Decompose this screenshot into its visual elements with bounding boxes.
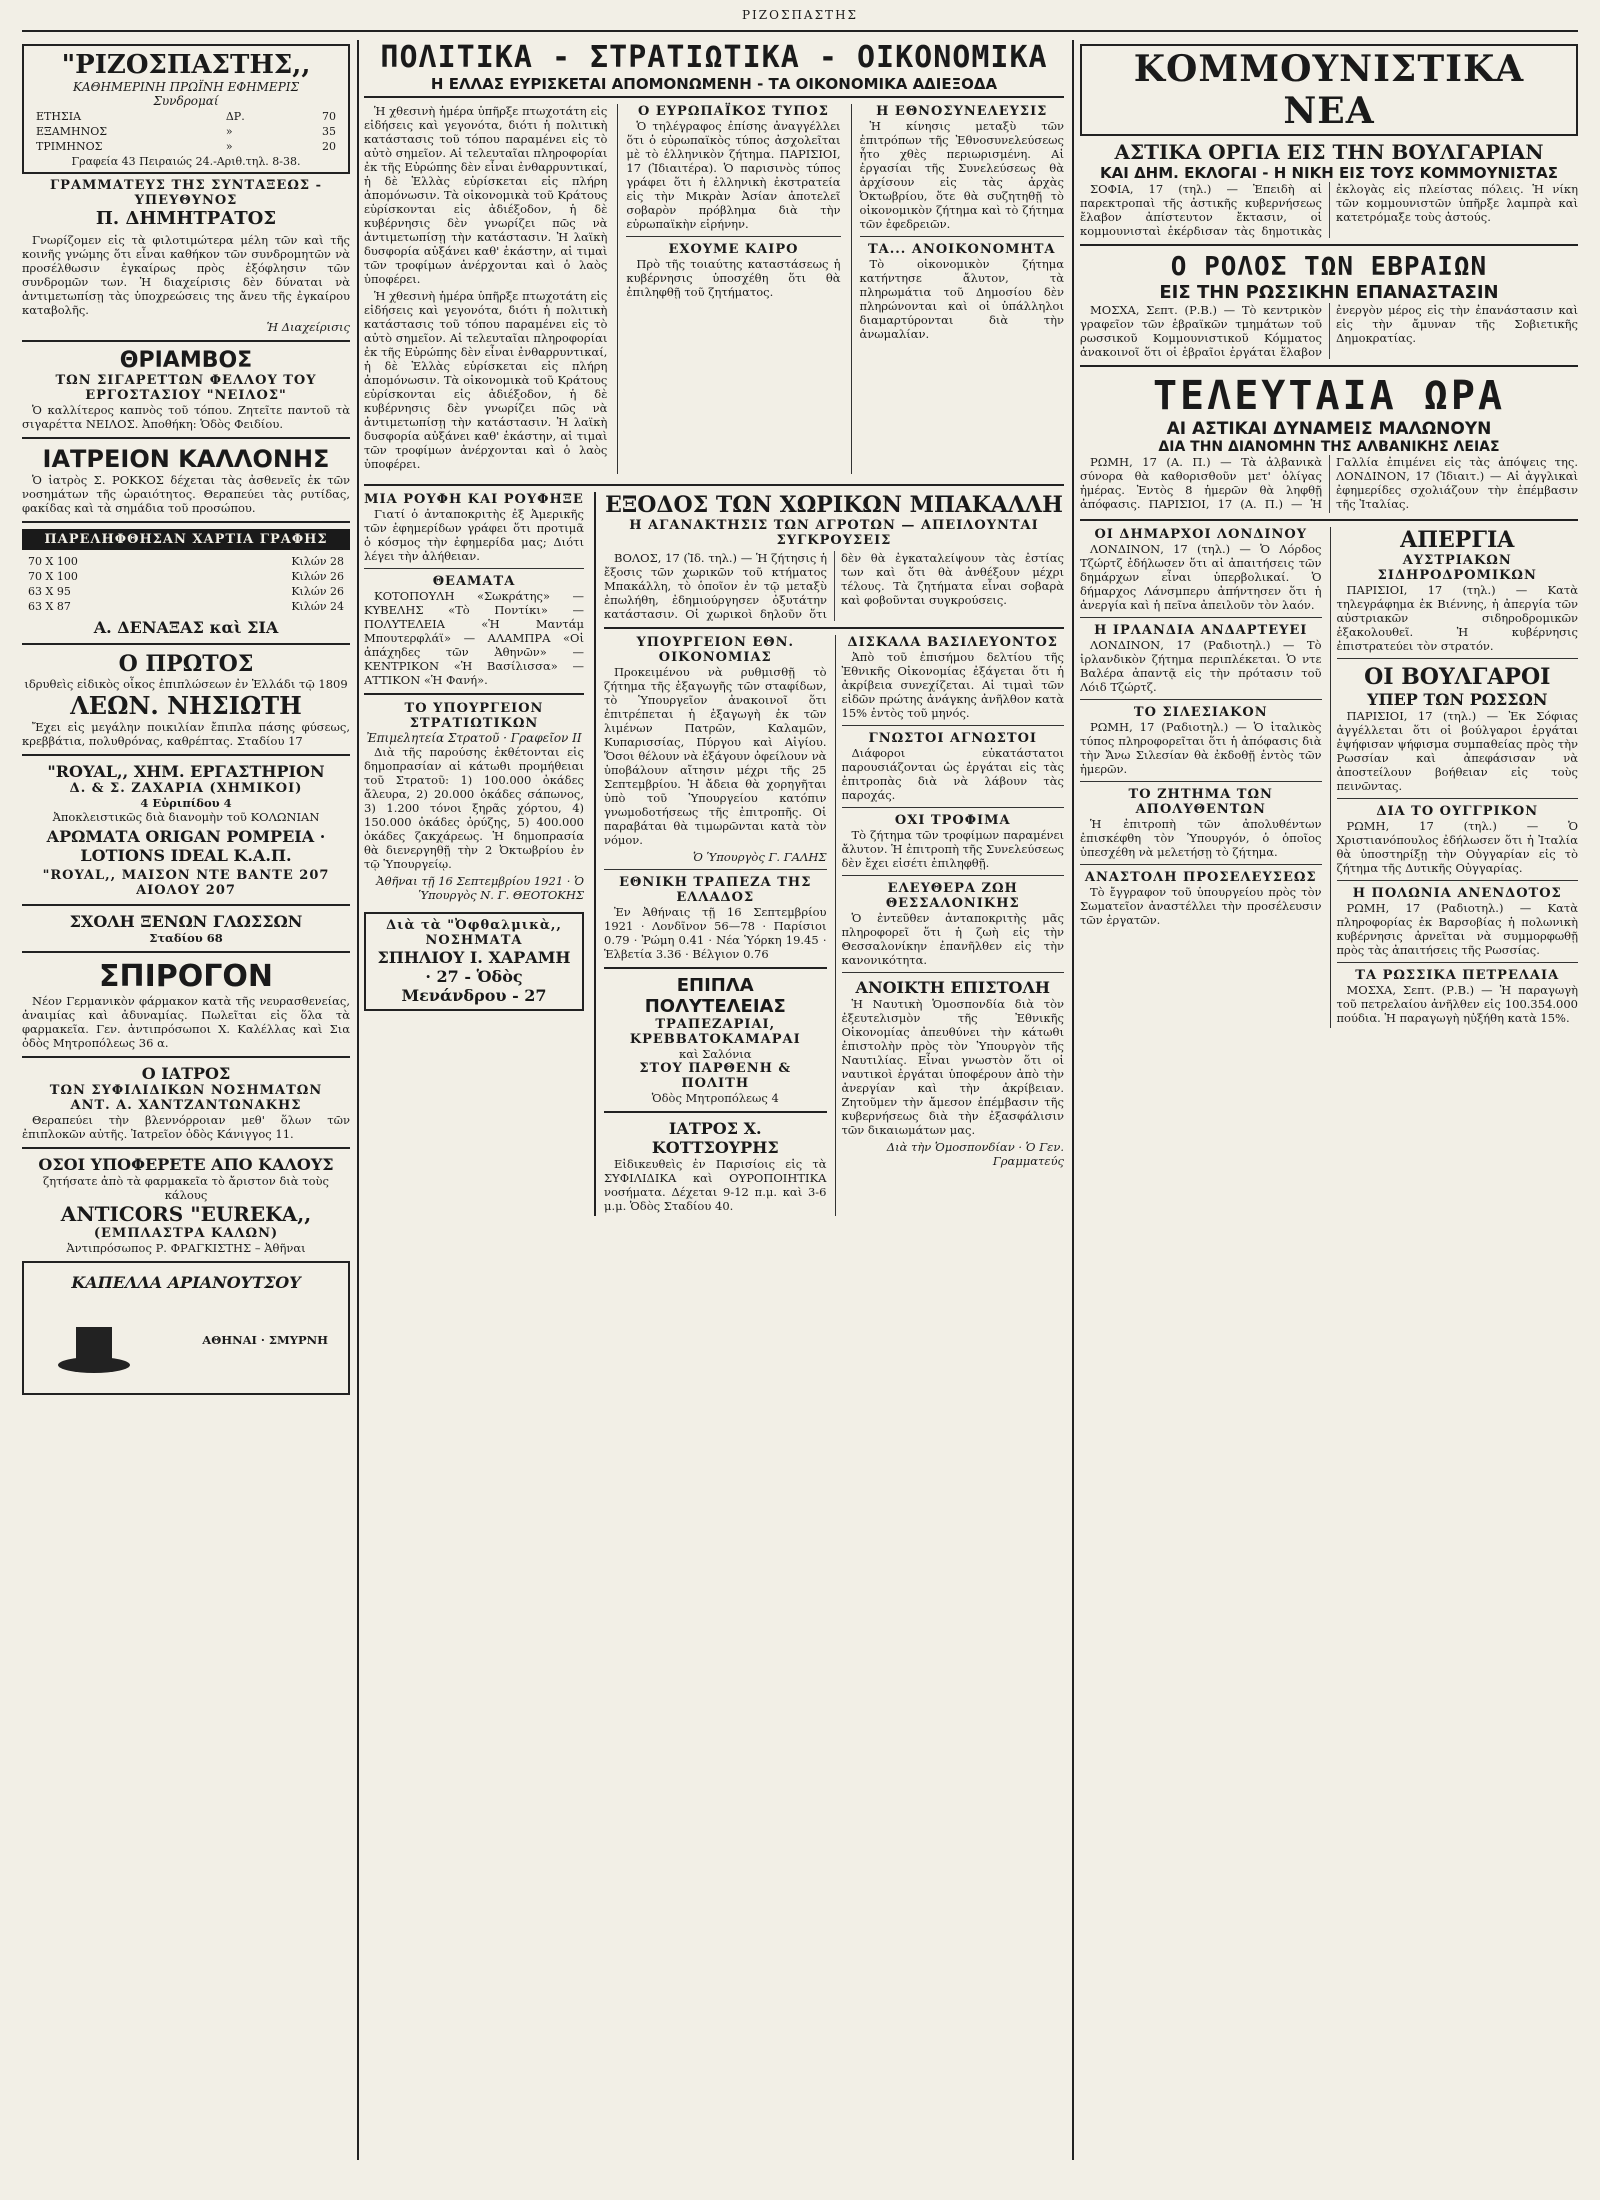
jew-text: ΜΟΣΧΑ, Σεπτ. (Ρ.Β.) — Τὸ κεντρικὸν γραφεῖον τῶν ἑβραϊκῶν τμημάτων τοῦ ρωσσικοῦ Κομμουνιστικοῦ Κόμματος ἀνακοινοῖ ὅτι οἱ ἑβραῖοι ἐργάται ἔλαβον ἐνεργὸν μέρος εἰς τὴν ἐπανάστασιν καὶ εἰς τὴν ἄμυναν τῆς Σοβιετικῆς Δημοκρατίας. [1080, 303, 1578, 359]
ad-doctor-sub: ΤΩΝ ΣΥΦΙΛΙΔΙΚΩΝ ΝΟΣΗΜΑΤΩΝ [49, 1083, 323, 1098]
editor-name: Π. ΔΗΜΗΤΡΑΤΟΣ [95, 208, 277, 229]
ad-corns-text: ζητήσατε ἀπὸ τὰ φαρμακεῖα τὸ ἄριστον διὰ τοὺς κάλους [43, 1174, 329, 1202]
masthead-title: "ΡΙΖΟΣΠΑΣΤΗΣ,, [61, 50, 311, 80]
subscription-row-cell: » [225, 125, 233, 138]
bulg-deck: ΚΑΙ ΔΗΜ. ΕΚΛΟΓΑΙ - Η ΝΙΚΗ ΕΙΣ ΤΟΥΣ ΚΟΜΜΟΥΝΙΣΤΑΣ [1100, 164, 1558, 182]
irish-title: Η ΙΡΛΑΝΔΙΑ ΑΝΔΑΡΤΕΥΕΙ [1094, 622, 1308, 638]
bulg-title: ΑΣΤΙΚΑ ΟΡΓΙΑ ΕΙΣ ΤΗΝ ΒΟΥΛΓΑΡΙΑΝ [1114, 140, 1544, 164]
subscription-row [32, 140, 340, 153]
admin-sign: Ἡ Διαχείρισις [266, 320, 350, 334]
decree-text: Διὰ τῆς παρούσης ἐκθέτονται εἰς δημοπρασίαν αἱ κάτωθι προμήθειαι τοῦ Στρατοῦ: 1) 100.000 ὀκάδες ἄλευρα, 2) 20.000 ὀκάδες σάπωνος, 3) 1.200 τόνοι ξηρᾶς χόρτου, 4) 150.000 ὀκάδες ὀρύζης, 5) 400.000 ὀκάδες ζακχάρεως. Ἡ δημοπρασία θὰ διενεργηθῇ τὴν 2 Ὀκτωβρίου ἐν τῷ Ὑπουργείῳ. [364, 745, 584, 871]
last-hour-title: ΤΕΛΕΥΤΑΙΑ ΩΡΑ [1152, 373, 1506, 419]
ad-doctor-name: ΑΝΤ. Α. ΧΑΝΤΖΑΝΤΩΝΑΚΗΣ [70, 1098, 302, 1113]
ad-first-name: ΛΕΩΝ. ΝΗΣΙΩΤΗ [70, 691, 302, 720]
ad-doctor-title: Ο ΙΑΤΡΟΣ [141, 1064, 231, 1083]
letter-sign: Διὰ τὴν Ὁμοσπονδίαν · Ὁ Γεν. Γραμματεύς [886, 1140, 1064, 1168]
ad-paper-foot: Α. ΔΕΝΑΞΑΣ καὶ ΣΙΑ [93, 618, 279, 637]
sil-title: ΤΟ ΣΙΛΕΣΙΑΚΟΝ [1133, 704, 1268, 720]
anoik-text: Τὸ οἰκονομικὸν ζήτημα κατήντησε ἄλυτον, τὰ πληρωμάτια τοῦ Δημοσίου δὲν πληρώνονται καὶ οἱ ὑπάλληλοι διαμαρτύρονται διὰ τὴν ἀνωμαλίαν. [859, 257, 1064, 341]
unemp-title: ΤΟ ΖΗΤΗΜΑ ΤΩΝ ΑΠΟΛΥΘΕΝΤΩΝ [1128, 786, 1273, 817]
last-deck2: ΔΙΑ ΤΗΝ ΔΙΑΝΟΜΗΝ ΤΗΣ ΑΛΒΑΝΙΚΗΣ ΛΕΙΑΣ [1158, 439, 1500, 455]
column-rule [1072, 40, 1074, 2160]
hun-text: ΡΩΜΗ, 17 (τηλ.) — Ὁ Χριστιανόπουλος ἐδήλωσεν ὅτι ἡ Ἰταλία θὰ ὑποστηρίξῃ τὴν Οὐγγαρίαν εἰς τὸ ζήτημα τῆς Δυτικῆς Οὐγγαρίας. [1336, 818, 1578, 875]
paper-row-cell: Κιλών 24 [291, 600, 344, 613]
oil-title: ΤΑ ΡΩΣΣΙΚΑ ΠΕΤΡΕΛΑΙΑ [1355, 967, 1560, 983]
fin-text: Προκειμένου νὰ ρυθμισθῇ τὸ ζήτημα τῆς ἐξαγωγῆς τῶν σταφίδων, τὸ Ὑπουργεῖον ἀνακοινοῖ ὅτι ἐπιτρέπεται ἡ ἐξαγωγὴ ἐκ τῶν λιμένων Πατρῶν, Καλαμῶν, Κυπαρισσίας, Πύργου καὶ Αἰγίου. Ὅσοι θέλουν νὰ ἐξάγουν ὀφείλουν νὰ ὑποβάλουν αἴτησιν μέχρι τῆς 25 Σεπτεμβρίου. Ἡ ἄδεια θὰ χορηγῆται ὑπὸ τοῦ Ὑπουργείου κατόπιν γνωμοδοτήσεως τῆς ἐπιτροπῆς. Οἱ παραβάται θὰ τιμωρῶνται κατὰ τὸν νόμον. [604, 665, 827, 847]
food-title: ΟΧΙ ΤΡΟΦΙΜΑ [894, 813, 1011, 828]
theatre-title: ΘΕΑΜΑΤΑ [432, 574, 516, 589]
ad-school-addr: Σταδίου 68 [149, 931, 223, 945]
politics-deck: Η ΕΛΛΑΣ ΕΥΡΙΣΚΕΤΑΙ ΑΠΟΜΟΝΩΜΕΝΗ - ΤΑ ΟΙΚΟΝΟΜΙΚΑ ΑΔΙΕΞΟΔΑ [364, 75, 1064, 98]
ethno-title: Η ΕΘΝΟΣΥΝΕΛΕΥΣΙΣ [876, 104, 1048, 119]
fin-title: ΥΠΟΥΡΓΕΙΟΝ ΕΘΝ. ΟΙΚΟΝΟΜΙΑΣ [636, 635, 795, 665]
subscription-row-cell: 70 [322, 110, 336, 123]
press-text: Ὁ τηλέγραφος ἐπίσης ἀναγγέλλει ὅτι ὁ εὐρωπαϊκὸς τύπος ἀσχολεῖται μὲ τὸ ἑλληνικὸν ζήτημα. ΠΑΡΙΣΙΟΙ, 17 (Ἰδιαιτέρα). Ὁ παρισινὸς τύπος γράφει ὅτι ἡ ἑλληνικὴ ἐκστρατεία εἰς τὴν Μικρὰν Ἀσίαν ἀποτελεῖ σοβαρὸν πρόβλημα διὰ τὴν εὐρωπαϊκὴν εἰρήνην. [626, 119, 841, 231]
subscription-row-cell: ΕΤΗΣΙΑ [36, 110, 82, 123]
ad-corns-brand: ANTICORS "EUREKA,, [60, 1202, 312, 1226]
kairo-title: ΕΧΟΥΜΕ ΚΑΙΡΟ [668, 242, 799, 257]
bank-title: ΕΘΝΙΚΗ ΤΡΑΠΕΖΑ ΤΗΣ ΕΛΛΑΔΟΣ [619, 875, 812, 905]
ad-hats-text: ΑΘΗΝΑΙ · ΣΜΥΡΝΗ [202, 1333, 328, 1347]
anoik-title: ΤΑ... ΑΝΟΙΚΟΝΟΜΗΤΑ [868, 242, 1056, 257]
sil-text: ΡΩΜΗ, 17 (Ραδιοτηλ.) — Ὁ ἰταλικὸς τύπος πληροφορεῖται ὅτι ἡ ἀπόφασις διὰ τὴν Ἄνω Σιλεσίαν θὰ ἐκδοθῇ ἐντὸς τῶν ἡμερῶν. [1080, 719, 1322, 776]
top-strip: ΡΙΖΟΣΠΑΣΤΗΣ [22, 8, 1578, 32]
ad-corns-title: ΟΣΟΙ ΥΠΟΦΕΡΕΤΕ ΑΠΟ ΚΑΛΟΥΣ [38, 1155, 334, 1174]
column-right [1080, 40, 1578, 2160]
decree-title: ΤΟ ΥΠΟΥΡΓΕΙΟΝ ΣΤΡΑΤΙΩΤΙΚΩΝ [404, 701, 544, 731]
briefs-title: ΜΙΑ ΡΟΥΦΗ ΚΑΙ ΡΟΥΦΗΞΕ [364, 492, 584, 507]
press-title: Ο ΕΥΡΩΠΑΪΚΟΣ ΤΥΠΟΣ [638, 104, 829, 119]
ad-royal-brands: ΑΡΩΜΑΤΑ ORIGAN POMPEIA · LOTIONS IDEAL K.A.Π. [46, 827, 326, 865]
exodus-text: ΒΟΛΟΣ, 17 (Ἰδ. τηλ.) — Ἡ ζήτησις ἡ ἔξοσις τῶν χωρικῶν τοῦ κτήματος Μπακάλλη, τὸ ὁποῖον ἐν τῷ μεταξὺ ἐπωλήθη, ἐδημιούργησεν ὀξυτάτην κατάστασιν. Οἱ χωρικοὶ δηλοῦν ὅτι δὲν θὰ ἐγκαταλείψουν τὰς ἐστίας των καὶ ὅτι θὰ ἀνθέξουν μέχρι τέλους. Τὰ ζητήματα εἶναι σοβαρὰ καὶ φοβοῦνται συγκρούσεις. [604, 551, 1064, 621]
gnost-text: Διάφοροι εὐκατάστατοι παρουσιάζονται ὡς ἐργάται εἰς τὰς ἐπιτροπὰς διὰ νὰ λάβουν τὰς παροχάς. [841, 746, 1064, 802]
decree-sub: Ἐπιμελητεία Στρατοῦ · Γραφεῖον ΙΙ [366, 731, 582, 745]
ad-royal-addr: 4 Εὐριπίδου 4 [140, 796, 232, 810]
eye-ad-text: ΣΠΗΛΙΟΥ Ι. ΧΑΡΑΜΗ · 27 - Ὁδὸς Μενάνδρου - 27 [377, 948, 571, 1005]
strike-title: ΑΠΕΡΓΙΑ [1400, 526, 1515, 553]
subscription-row-cell: ΕΞΑΜΗΝΟΣ [36, 125, 107, 138]
ad-first-text: ιδρυθεὶς εἰδικὸς οἶκος ἐπιπλώσεων ἐν Ἑλλάδι τῷ 1809 [24, 677, 348, 691]
arrest-text: Τὸ ἔγγραφον τοῦ ὑπουργείου πρὸς τὸν Σωματεῖον ἀναστέλλει τὴν προσέλευσιν τῶν ἐργατῶν. [1080, 884, 1322, 927]
masthead-box [22, 44, 350, 174]
subscription-row-cell: » [225, 140, 233, 153]
politics-lead-repeat: Ἡ χθεσινὴ ἡμέρα ὑπῆρξε πτωχοτάτη εἰς εἰδήσεις καὶ γεγονότα, διότι ἡ πολιτικὴ κατάστασις τοῦ τόπου παραμένει εἰς τὸ αὐτὸ σημεῖον. Αἱ τελευταῖαι πληροφορίαι ἐκ τῆς Εὐρώπης δὲν εἶναι ἐνθαρρυντικαί, ἡ δὲ Ἑλλὰς εὑρίσκεται εἰς πλήρη ἀπομόνωσιν. Τὰ οἰκονομικὰ τοῦ Κράτους εὑρίσκονται εἰς ἀδιέξοδον, ἡ δὲ κυβέρνησις δὲν γνωρίζει πῶς νὰ ἀντιμετωπίσῃ τὴν κατάστασιν. Ἡ λαϊκὴ δυσφορία αὐξάνει καθ' ἑκάστην, αἱ τιμαὶ τῶν τροφίμων ἀνέρχονται καὶ ὁ λαὸς ὑποφέρει. [364, 289, 608, 471]
politics-lead: Ἡ χθεσινὴ ἡμέρα ὑπῆρξε πτωχοτάτη εἰς εἰδήσεις καὶ γεγονότα, διότι ἡ πολιτικὴ κατάστασις τοῦ τόπου παραμένει εἰς τὸ αὐτὸ σημεῖον. Αἱ τελευταῖαι πληροφορίαι ἐκ τῆς Εὐρώπης δὲν εἶναι ἐνθαρρυντικαί, ἡ δὲ Ἑλλὰς εὑρίσκεται εἰς πλήρη ἀπομόνωσιν. Τὰ οἰκονομικὰ τοῦ Κράτους εὑρίσκονται εἰς ἀδιέξοδον, ἡ δὲ κυβέρνησις δὲν γνωρίζει πῶς νὰ ἀντιμετωπίσῃ τὴν κατάστασιν. Ἡ λαϊκὴ δυσφορία αὐξάνει καθ' ἑκάστην, αἱ τιμαὶ τῶν τροφίμων ἀνέρχονται καὶ ὁ λαὸς ὑποφέρει. [364, 104, 608, 286]
hat-icon [54, 1313, 134, 1383]
bulg2-title: ΟΙ ΒΟΥΛΓΑΡΟΙ [1364, 663, 1551, 690]
subscription-row [32, 125, 340, 138]
paper-row-cell: Κιλών 28 [291, 555, 344, 568]
paper-row [24, 600, 348, 613]
r-text: Ἀπὸ τοῦ ἐπισήμου δελτίου τῆς Ἐθνικῆς Οἰκονομίας ἐξάγεται ὅτι ἡ ἀκρίβεια συνεχίζεται. Αἱ τιμαὶ τῶν εἰδῶν πρώτης ἀνάγκης ἀνῆλθον κατὰ 15% ἐντὸς τοῦ μηνός. [841, 650, 1064, 720]
subscription-row-cell: 35 [322, 125, 336, 138]
ad-royal-text: Ἀποκλειστικῶς διὰ διανομὴν τοῦ ΚΟΛΩΝΙΑΝ [52, 810, 320, 824]
admin-notice: Γνωρίζομεν εἰς τὰ φιλοτιμώτερα μέλη τῶν καὶ τῆς κοινῆς γνώμης ὅτι εἶναι καθήκον τῶν συνδρομητῶν νὰ προσέλθωσιν ἐγκαίρως πρὸς ἐξόφλησιν τῶν συνδρομῶν των. Ἡ διαχείρισις δὲν δύναται νὰ ἀντιμετωπίσῃ τὰς ὑποχρεώσεις της ἄνευ τῆς ἐγκαίρου καταβολῆς. [22, 233, 350, 317]
column-center [364, 40, 1064, 2160]
column-left [22, 40, 350, 2160]
ad-triumph-text: Ὁ καλλίτερος καπνὸς τοῦ τόπου. Ζητεῖτε παντοῦ τὰ σιγαρέττα ΝΕΙΛΟΣ. Ἀποθήκη: Ὁδὸς Φειδίου. [22, 403, 350, 431]
exodus-deck: Η ΑΓΑΝΑΚΤΗΣΙΣ ΤΩΝ ΑΓΡΟΤΩΝ — ΑΠΕΙΛΟΥΝΤΑΙ ΣΥΓΚΡΟΥΣΕΙΣ [629, 518, 1039, 548]
unemp-text: Ἡ ἐπιτροπὴ τῶν ἀπολυθέντων ἐπισκέφθη τὸν Ὑπουργόν, ὁ ὁποῖος ὑπεσχέθη νὰ μελετήσῃ τὸ ζήτημα. [1080, 816, 1322, 859]
ad-corns-brand-sub: (ΕΜΠΛΑΣΤΡΑ ΚΑΛΩΝ) [93, 1226, 279, 1241]
kairo-text: Πρὸ τῆς τοιαύτης καταστάσεως ἡ κυβέρνησις ὑποσχέθη ὅτι θὰ ἐπιληφθῇ τοῦ ζητήματος. [626, 257, 841, 299]
paper-row-cell: 63 X 87 [28, 600, 71, 613]
paper-row-cell: 70 X 100 [28, 570, 78, 583]
ad-royal-shop: "ROYAL,, ΜΑΙΣΟΝ ΝΤΕ ΒΑΝΤΕ 207 ΑΙΟΛΟΥ 207 [42, 868, 330, 898]
furniture-addr: Ὁδὸς Μητροπόλεως 4 [651, 1091, 779, 1105]
ad-doctor-text: Θεραπεύει τὴν βλεννόρροιαν μεθ' ὅλων τῶν ἐπιπλοκῶν αὐτῆς. Ἰατρεῖον ὁδὸς Κάνιγγος 11. [22, 1113, 350, 1141]
paper-row-cell: Κιλών 26 [291, 585, 344, 598]
paper-row-cell: 63 X 95 [28, 585, 71, 598]
strike-text: ΠΑΡΙΣΙΟΙ, 17 (τηλ.) — Κατὰ τηλεγράφημα ἐκ Βιέννης, ἡ ἀπεργία τῶν αὐστριακῶν σιδηροδρομικῶν ἐξακολουθεῖ. Ἡ κυβέρνησις ἐπιστρατεύει τὸν στρατόν. [1336, 582, 1578, 653]
jew-deck: ΕΙΣ ΤΗΝ ΡΩΣΣΙΚΗΝ ΕΠΑΝΑΣΤΑΣΙΝ [1159, 282, 1499, 303]
ethno-text: Ἡ κίνησις μεταξὺ τῶν ἐπιτρόπων τῆς Ἐθνοσυνελεύσεως ἦτο χθὲς περιωρισμένη. Αἱ ἐργασίαι τῆς Συνελεύσεως θὰ ἀρχίσουν εἰς τὰς ἀρχὰς Ὀκτωβρίου, ὅτε θὰ συζητηθῇ τὸ οἰκονομικὸν ζήτημα καὶ τὸ ζήτημα τῶν ἐφεδρειῶν. [859, 119, 1064, 231]
paper-row [24, 555, 348, 568]
bulg-text: ΣΟΦΙΑ, 17 (τηλ.) — Ἐπειδὴ αἱ παρεκτροπαὶ τῆς ἀστικῆς κυβερνήσεως ἔλαβον ἀπίστευτον ἔκτασιν, οἱ κομμουνισταὶ ἐκέρδισαν τὰς δημοτικὰς ἐκλογὰς εἰς πλείστας πόλεις. Ἡ νίκη τῶν κομμουνιστῶν ὑπῆρξε λαμπρὰ καὶ κατετρόμαξε τοὺς ἀστούς. [1080, 182, 1578, 238]
section-title: ΚΟΜΜΟΥΝΙΣΤΙΚΑ ΝΕΑ [1133, 48, 1525, 132]
free-title: ΕΛΕΥΘΕΡΑ ΖΩΗ ΘΕΣΣΑΛΟΝΙΚΗΣ [885, 881, 1020, 911]
ad-corns-foot: Ἀντιπρόσωπος Ρ. ΦΡΑΓΚΙΣΤΗΣ – Ἀθῆναι [66, 1241, 306, 1255]
furniture-title: ΕΠΙΠΛΑ ΠΟΛΥΤΕΛΕΙΑΣ [644, 975, 786, 1017]
mayors-title: ΟΙ ΔΗΜΑΡΧΟΙ ΛΟΝΔΙΝΟΥ [1094, 526, 1308, 542]
last-deck1: ΑΙ ΑΣΤΙΚΑΙ ΔΥΝΑΜΕΙΣ ΜΑΛΩΝΟΥΝ [1166, 419, 1492, 439]
furniture-where: ΣΤΟΥ ΠΑΡΘΕΝΗ & ΠΟΛΙΤΗ [639, 1061, 792, 1091]
paper-table [22, 553, 350, 615]
decree-sign: Ἀθῆναι τῇ 16 Σεπτεμβρίου 1921 · Ὁ Ὑπουργὸς Ν. Γ. ΘΕΟΤΟΚΗΣ [376, 874, 584, 902]
column-rule [357, 40, 359, 2160]
masthead-subtitle: ΚΑΘΗΜΕΡΙΝΗ ΠΡΩΪΝΗ ΕΦΗΜΕΡΙΣ [73, 80, 299, 94]
subscription-row-cell: ΔΡ. [225, 110, 245, 123]
editor-label: ΓΡΑΜΜΑΤΕΥΣ ΤΗΣ ΣΥΝΤΑΞΕΩΣ - ΥΠΕΥΘΥΝΟΣ [49, 178, 323, 208]
free-text: Ὁ ἐντεῦθεν ἀνταποκριτὴς μᾶς πληροφορεῖ ὅτι ἡ ζωὴ εἰς τὴν Θεσσαλονίκην ἐπανῆλθεν εἰς τὴν κανονικότητα. [841, 911, 1064, 967]
paper-row [24, 585, 348, 598]
hun-title: ΔΙΑ ΤΟ ΟΥΓΓΡΙΚΟΝ [1376, 803, 1539, 819]
ad-first-title: Ο ΠΡΩΤΟΣ [118, 651, 254, 677]
paper-row-cell: 70 X 100 [28, 555, 78, 568]
ad-spirogon-title: ΣΠΙΡΟΓΟΝ [99, 959, 273, 994]
last-text: ΡΩΜΗ, 17 (Α. Π.) — Τὰ ἀλβανικὰ σύνορα θὰ καθορισθοῦν μετ' ὀλίγας ἡμέρας. Ἐντὸς 8 ἡμερῶν θὰ ληφθῇ ἀπόφασις. ΠΑΡΙΣΙΟΙ, 17 (Α. Π.) — Ἡ Γαλλία ἐπιμένει εἰς τὰς ἀπόψεις της. ΛΟΝΔΙΝΟΝ, 17 (Ἰδιαιτ.) — Αἱ ἀγγλικαὶ ἐφημερίδες σχολιάζουν τὴν ἐπέμβασιν τῆς Ἰταλίας. [1080, 455, 1578, 511]
ad-school-title: ΣΧΟΛΗ ΞΕΝΩΝ ΓΛΩΣΣΩΝ [69, 912, 303, 931]
office-address: Γραφεία 43 Πειραιώς 24.-Αριθ.τηλ. 8-38. [71, 155, 301, 168]
doctor2-title: ΙΑΤΡΟΣ Χ. ΚΟΤΤΣΟΥΡΗΣ [651, 1119, 779, 1157]
bulg2-deck: ΥΠΕΡ ΤΩΝ ΡΩΣΣΩΝ [1367, 689, 1548, 709]
r-title: ΔΙΣΚΑΛΑ ΒΑΣΙΛΕΥΟΝΤΟΣ [847, 635, 1058, 650]
poland-title: Η ΠΟΛΩΝΙΑ ΑΝΕΝΔΟΤΟΣ [1352, 885, 1562, 901]
poland-text: ΡΩΜΗ, 17 (Ραδιοτηλ.) — Κατὰ πληροφορίας ἐκ Βαρσοβίας ἡ πολωνικὴ κυβέρνησις ἀρνεῖται νὰ συμμορφωθῇ πρὸς τὰς ἀπαιτήσεις τῆς Ρωσσίας. [1336, 900, 1578, 957]
mayors-text: ΛΟΝΔΙΝΟΝ, 17 (τηλ.) — Ὁ Λόρδος Τζώρτζ ἐδήλωσεν ὅτι αἱ ἀπαιτήσεις τῶν δημάρχων εἶναι ὑπερβολικαί. Ὁ δήμαρχος Λάνσμπερυ ἀπήντησεν ὅτι ἡ ἀνεργία καὶ ἡ πεῖνα ἀπειλοῦν τὸν λαόν. [1080, 541, 1322, 612]
irish-text: ΛΟΝΔΙΝΟΝ, 17 (Ραδιοτηλ.) — Τὸ ἰρλανδικὸν ζήτημα περιπλέκεται. Ὁ ντε Βαλέρα ἀπαντᾷ εἰς τὴν πρότασιν τοῦ Λόιδ Τζώρτζ. [1080, 637, 1322, 694]
subscription-row-cell: ΤΡΙΜΗΝΟΣ [36, 140, 103, 153]
ad-clinic-title: ΙΑΤΡΕΙΟΝ ΚΑΛΛΟΝΗΣ [42, 445, 330, 473]
furniture-sub: ΤΡΑΠΕΖΑΡΙΑΙ, ΚΡΕΒΒΑΤΟΚΑΜΑΡΑΙ [629, 1017, 801, 1047]
bulg2-text: ΠΑΡΙΣΙΟΙ, 17 (τηλ.) — Ἐκ Σόφιας ἀγγέλλεται ὅτι οἱ βούλγαροι ἐργάται ἐψήφισαν ψήφισμα συμπαθείας πρὸς τὴν Ρωσσίαν καὶ ἀπεφάσισαν νὰ ἀποστείλουν βοήθειαν εἰς τοὺς πεινῶντας. [1336, 708, 1578, 793]
paper-row-cell: Κιλών 26 [291, 570, 344, 583]
ad-triumph-title: ΘΡΙΑΜΒΟΣ [119, 348, 253, 373]
briefs-text: Γιατί ὁ ἀνταποκριτὴς ἐξ Ἀμερικῆς τῶν ἐφημερίδων γράφει ὅτι προτιμᾶ ὁ κόσμος τὴν ἐφημερίδα μας; Διότι λέγει τὴν ἀλήθειαν. [364, 507, 584, 563]
jew-title: Ο ΡΟΛΟΣ ΤΩΝ ΕΒΡΑΙΩΝ [1170, 252, 1488, 282]
subs-title: Συνδρομαί [153, 94, 219, 108]
eye-ad-title: Διὰ τὰ "Ὀφθαλμικὰ,, ΝΟΣΗΜΑΤΑ [386, 918, 562, 948]
eye-ad-box [364, 912, 584, 1011]
subscription-row-cell: 20 [322, 140, 336, 153]
furniture-mid: καὶ Σαλόνια [679, 1047, 752, 1061]
subscription-table [30, 108, 342, 155]
theatre-text: ΚΟΤΟΠΟΥΛΗ «Σωκράτης» — ΚΥΒΕΛΗΣ «Τὸ Ποντίκι» — ΠΟΛΥΤΕΛΕΙΑ «Ἡ Μαντάμ Μπουτερφλάϊ» — ΑΛΑΜΠΡΑ «Οἱ ἀπάχηδες τῶν Ἀθηνῶν» — ΚΕΝΤΡΙΚΟΝ «Ἡ Βασίλισσα» — ΑΤΤΙΚΟΝ «Ἡ Φανή». [364, 589, 584, 687]
paper-row [24, 570, 348, 583]
ad-paper-title: ΠΑΡΕΛΗΦΘΗΣΑΝ ΧΑΡΤΙΑ ΓΡΑΦΗΣ [22, 529, 350, 550]
ad-royal-sub: Δ. & Σ. ΖΑΧΑΡΙΑ (ΧΗΜΙΚΟΙ) [69, 781, 303, 796]
letter-title: ΑΝΟΙΚΤΗ ΕΠΙΣΤΟΛΗ [855, 978, 1050, 997]
food-text: Τὸ ζήτημα τῶν τροφίμων παραμένει ἄλυτον. Ἡ ἐπιτροπὴ τῆς Συνελεύσεως δὲν ἔχει εἰσέτι ἐπιληφθῇ. [841, 828, 1064, 870]
letter-text: Ἡ Ναυτικὴ Ὁμοσπονδία διὰ τὸν ἐξευτελισμὸν τῆς Ἐθνικῆς Οἰκονομίας ἀπευθύνει τὴν κάτωθι ἐπιστολὴν πρὸς τὸν Ὑπουργὸν τῆς Ναυτιλίας. Εἶναι γνωστὸν ὅτι οἱ ναυτικοὶ ἐργάται ὑποφέρουν ἀπὸ τὴν ἀνεργίαν καὶ τὴν ἀκρίβειαν. Ζητοῦμεν τὴν ἄμεσον ἐπέμβασιν τῆς κυβερνήσεως διὰ τὴν ἐξασφάλισιν τῶν δικαιωμάτων μας. [841, 997, 1064, 1137]
exodus-title: ΕΞΟΔΟΣ ΤΩΝ ΧΩΡΙΚΩΝ ΜΠΑΚΑΛΛΗ [605, 492, 1063, 518]
gnost-title: ΓΝΩΣΤΟΙ ΑΓΝΩΣΤΟΙ [868, 731, 1038, 746]
subscription-row [32, 110, 340, 123]
ad-spirogon-text: Νέον Γερμανικὸν φάρμακον κατὰ τῆς νευρασθενείας, ἀναιμίας καὶ ἀδυναμίας. Πωλεῖται εἰς ὅλα τὰ φαρμακεῖα. Γεν. ἀντιπρόσωποι Χ. Καλέλλας καὶ Σια ὁδὸς Μητροπόλεως 36 α. [22, 994, 350, 1050]
ad-royal-title: "ROYAL,, ΧΗΜ. ΕΡΓΑΣΤΗΡΙΟΝ [47, 762, 325, 781]
ad-hats-title: ΚΑΠΕΛΛΑ ΑΡΙΑΝΟΥΤΣΟΥ [71, 1273, 301, 1292]
fin-sign: Ὁ Ὑπουργὸς Γ. ΓΑΛΗΣ [693, 850, 827, 864]
section-banner [1080, 44, 1578, 136]
hat-shop-ad [22, 1261, 350, 1395]
oil-text: ΜΟΣΧΑ, Σεπτ. (Ρ.Β.) — Ἡ παραγωγὴ τοῦ πετρελαίου ἀνῆλθεν εἰς 100.354.000 πούδια. Ἡ παραγωγὴ ηὐξήθη κατὰ 15%. [1336, 982, 1578, 1025]
doctor2-text: Εἰδικευθεὶς ἐν Παρισίοις εἰς τὰ ΣΥΦΙΛΙΔΙΚΑ καὶ ΟΥΡΟΠΟΙΗΤΙΚΑ νοσήματα. Δέχεται 9-12 π.μ. καὶ 3-6 μ.μ. Ὁδὸς Σταδίου 40. [604, 1157, 827, 1213]
strike-deck: ΑΥΣΤΡΙΑΚΩΝ ΣΙΔΗΡΟΔΡΟΜΙΚΩΝ [1377, 552, 1537, 583]
ad-triumph-sub: ΤΩΝ ΣΙΓΑΡΕΤΤΩΝ ΦΕΛΛΟΥ ΤΟΥ ΕΡΓΟΣΤΑΣΙΟΥ "ΝΕΙΛΟΣ" [55, 373, 317, 403]
bank-text: Ἐν Ἀθήναις τῇ 16 Σεπτεμβρίου 1921 · Λονδῖνον 56—78 · Παρίσιοι 0.79 · Ῥώμη 0.41 · Νέα Ὑόρκη 19.45 · Ἑλβετία 3.36 · Βέλγιον 0.76 [604, 905, 827, 961]
arrest-title: ΑΝΑΣΤΟΛΗ ΠΡΟΣΕΛΕΥΣΕΩΣ [1084, 869, 1317, 885]
politics-headline: ΠΟΛΙΤΙΚΑ - ΣΤΡΑΤΙΩΤΙΚΑ - ΟΙΚΟΝΟΜΙΚΑ [380, 40, 1048, 75]
ad-first-more: Ἔχει εἰς μεγάλην ποικιλίαν ἔπιπλα πάσης φύσεως, κρεββάτια, πολυθρόνας, καθρέπτας. Σταδίου 17 [22, 720, 350, 748]
ad-clinic-text: Ὁ ἰατρὸς Σ. ΡΟΚΚΟΣ δέχεται τὰς ἀσθενεῖς ἐκ τῶν νοσημάτων τῆς ὡραιότητος. Θεραπεύει τὰς ρυτίδας, φακίδας καὶ τὰ σημάδια τοῦ προσώπου. [22, 473, 350, 515]
